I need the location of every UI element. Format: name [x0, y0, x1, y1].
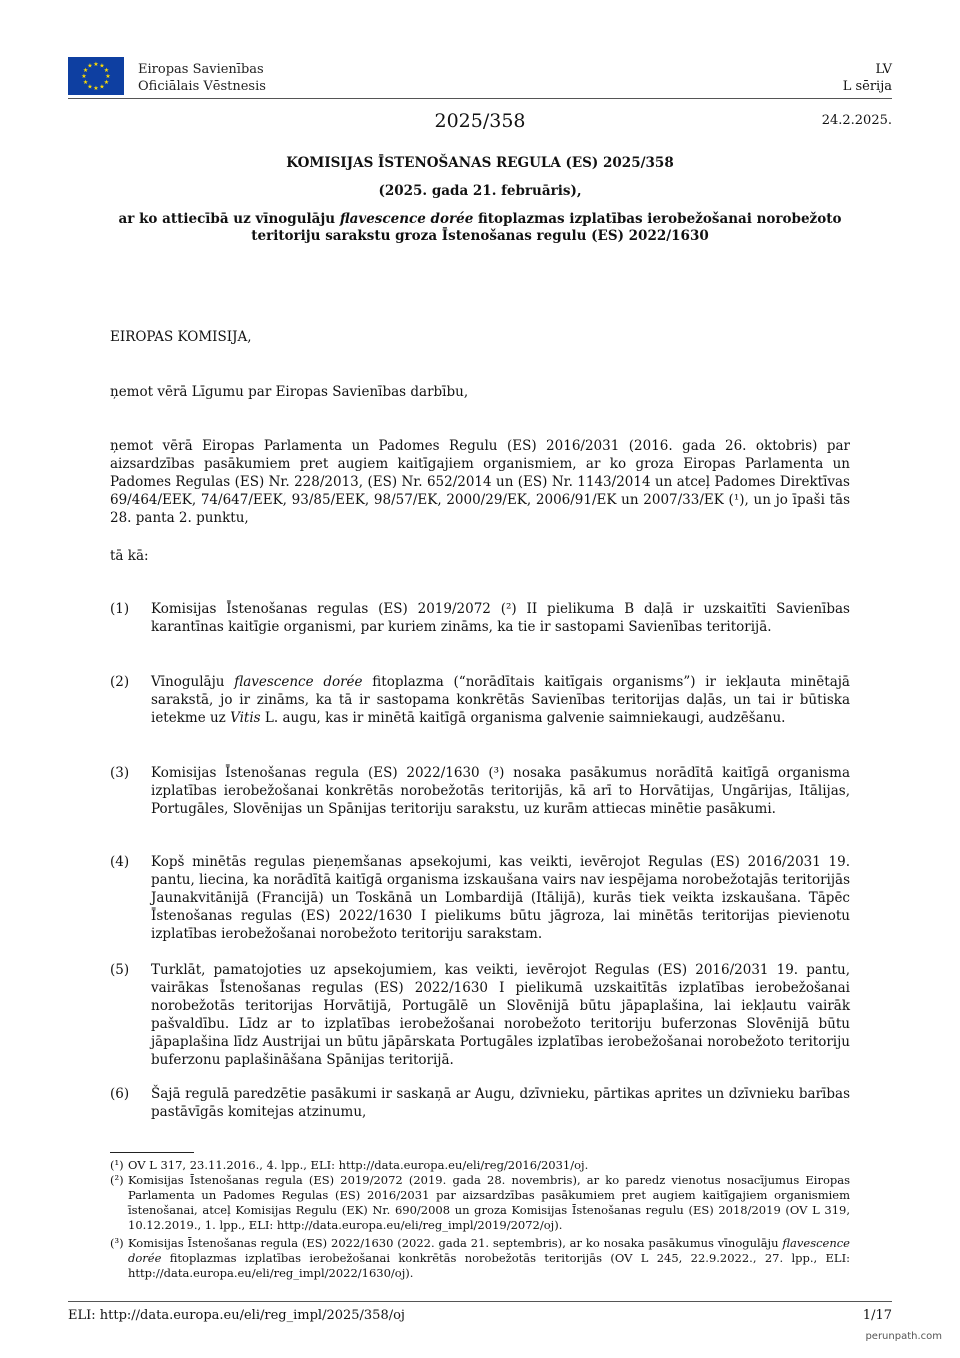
- recital-number: (1): [110, 601, 130, 617]
- flag-star: ★: [103, 67, 110, 74]
- document-subtitle: ar ko attiecībā uz vīnogulāju flavescence dorée fitoplazmas izplatības ierobežošanai norobežoto teritoriju sarakstu groza Īstenošanas regulu (ES) 2022/1630: [118, 211, 842, 244]
- flag-star: ★: [82, 67, 89, 74]
- having-regard-regulation: ņemot vērā Eiropas Parlamenta un Padomes Regulu (ES) 2016/2031 (2016. gada 26. oktobris) par aizsardzības pasākumiem pret augiem kaitīgajiem organismiem, ar ko groza Eiropas Parlamenta un Padomes Regulas (ES) Nr. 228/2013, (ES) Nr. 652/2014 un (ES) Nr. 1143/2014 un atceļ Padomes Direktīvas 69/464/EEK, 74/647/EEK, 93/85/EEK, 98/57/EK, 2000/29/EK, 2006/91/EK un 2007/33/EK (¹), un jo īpaši tās 28. panta 2. punktu,: [110, 438, 850, 526]
- recital-text: Kopš minētās regulas pieņemšanas apsekojumi, kas veikti, ievērojot Regulas (ES) 2016/2031 19. pantu, liecina, ka norādītā kaitīgā organisma izskaušana vairs nav iespējama norobežotajās teritorijās Jaunakvitānijā (Francijā) un Toskānā un Lombardijā (Itālijā), kurās tiek veikta izskaušana. Tāpēc Īstenošanas regulas (ES) 2022/1630 I pielikums būtu jāgroza, lai minētās teritorijas pievienotu izplatības ierobežošanai norobežoto teritoriju sarakstam.: [151, 854, 850, 942]
- publication-date: 24.2.2025.: [821, 113, 892, 128]
- footnote-text: OV L 317, 23.11.2016., 4. lpp., ELI: http://data.europa.eu/eli/reg/2016/2031/oj.: [128, 1158, 589, 1172]
- page-number: 1/17: [862, 1308, 892, 1323]
- language-series: [843, 61, 892, 95]
- document-date: (2025. gada 21. februāris),: [378, 183, 582, 199]
- recital-number: (2): [110, 674, 130, 690]
- document-title: KOMISIJAS ĪSTENOŠANAS REGULA (ES) 2025/358: [286, 155, 674, 171]
- whereas: tā kā:: [110, 548, 149, 564]
- recital-number: (5): [110, 962, 130, 978]
- flag-star: ★: [87, 62, 93, 70]
- recital-number: (6): [110, 1086, 130, 1102]
- journal-name-line2: Oficiālais Vēstnesis: [138, 79, 266, 94]
- footnote: [110, 1158, 850, 1173]
- footer-divider: [68, 1301, 892, 1302]
- journal-name: [138, 61, 266, 95]
- recital-number: (3): [110, 765, 130, 781]
- footnote-number: (²): [110, 1173, 124, 1187]
- eu-flag-icon: [68, 57, 124, 95]
- eli-link[interactable]: ELI: http://data.europa.eu/eli/reg_impl/2025/358/oj: [68, 1308, 405, 1323]
- recital-text: Turklāt, pamatojoties uz apsekojumiem, kas veikti, ievērojot Regulas (ES) 2016/2031 19. pantu, vairākas Īstenošanas regulas (ES) 2022/1630 I pielikumā uzskaitītās izplatības ierobežošanai norobežotās teritorijas Horvātijā, Portugālē un Slovēnijā būtu jāpaplašina, lai iekļautu vairāk pašvaldību. Līdz ar to izplatības ierobežošanai norobežoto teritoriju buferzonas Slovēnijā būtu jāpaplašina līdz Austrijai un būtu jāpārskata Portugāles izplatības ierobežošanai norobežoto teritoriju buferzonu paplašināšana Spānijas teritorijā.: [151, 962, 850, 1068]
- language-code: LV: [875, 62, 892, 77]
- having-regard-treaty: ņemot vērā Līgumu par Eiropas Savienības darbību,: [110, 384, 469, 400]
- recital-text: Komisijas Īstenošanas regulas (ES) 2019/2072 (²) II pielikuma B daļā ir uzskaitīti Savienības karantīnas kaitīgie organismi, par kuriem zināms, ka tie ir sastopami Savienības teritorijā.: [151, 601, 850, 635]
- authority: EIROPAS KOMISIJA,: [110, 329, 252, 345]
- footnote: [110, 1236, 850, 1281]
- flag-star: ★: [87, 83, 93, 91]
- footnote-text: Komisijas Īstenošanas regula (ES) 2022/1630 (2022. gada 21. septembris), ar ko nosaka pasākumus vīnogulāju flavescence dorée fitoplazmas izplatības ierobežošanai konkrētās norobežotās teritorijās (OV L 245, 22.9.2022., 27. lpp., ELI: http://data.europa.eu/eli/reg_impl/2022/1630/oj).: [128, 1236, 850, 1280]
- recital-number: (4): [110, 854, 130, 870]
- watermark: perunpath.com: [865, 1331, 942, 1342]
- recital-text: Vīnogulāju flavescence dorée fitoplazma (“norādītais kaitīgais organisms”) ir iekļauta minētajā sarakstā, jo ir zināms, ka tā ir sastopama konkrētās Savienības teritorijas daļās, un tai ir būtiska ietekme uz Vitis L. augu, kas ir minētā kaitīgā organisma galvenie saimniekaugi, audzēšanu.: [151, 674, 850, 726]
- footnote-divider: [110, 1152, 194, 1153]
- recital-text: Šajā regulā paredzētie pasākumi ir saskaņā ar Augu, dzīvnieku, pārtikas aprites un dzīvnieku barības pastāvīgās komitejas atzinumu,: [151, 1086, 850, 1120]
- recital-text: Komisijas Īstenošanas regula (ES) 2022/1630 (³) nosaka pasākumus norādītā kaitīgā organisma izplatības ierobežošanai konkrētās norobežotās teritorijās, kā arī to Horvātijas, Ungārijas, Itālijas, Portugāles, Slovēnijas un Spānijas teritoriju sarakstu, uz kurām attiecas minētie pasākumi.: [151, 765, 850, 817]
- footnote: [110, 1173, 850, 1233]
- document-number: 2025/358: [434, 110, 526, 132]
- footnote-number: (³): [110, 1236, 124, 1250]
- flag-star: ★: [82, 79, 89, 86]
- flag-star: ★: [105, 73, 111, 80]
- flag-star: ★: [103, 79, 110, 86]
- flag-star: ★: [99, 83, 105, 91]
- flag-star: ★: [81, 73, 87, 80]
- header-divider: [68, 98, 892, 99]
- flag-star: ★: [93, 85, 99, 92]
- series-label: L sērija: [842, 79, 892, 94]
- flag-star: ★: [93, 61, 99, 68]
- flag-star: ★: [99, 62, 105, 70]
- journal-name-line1: Eiropas Savienības: [138, 62, 264, 77]
- footnote-text: Komisijas Īstenošanas regula (ES) 2019/2072 (2019. gada 28. novembris), ar ko paredz vienotus nosacījumus Eiropas Parlamenta un Padomes Regulas (ES) 2016/2031 par aizsardzības pasākumiem pret augiem kaitīgajiem organismiem īstenošanai, atceļ Komisijas Regulu (EK) Nr. 690/2008 un groza Komisijas Īstenošanas regulu (ES) 2018/2019 (OV L 319, 10.12.2019., 1. lpp., ELI: http://data.europa.eu/eli/reg_impl/2019/2072/oj).: [128, 1173, 850, 1232]
- footnote-number: (¹): [110, 1158, 124, 1172]
